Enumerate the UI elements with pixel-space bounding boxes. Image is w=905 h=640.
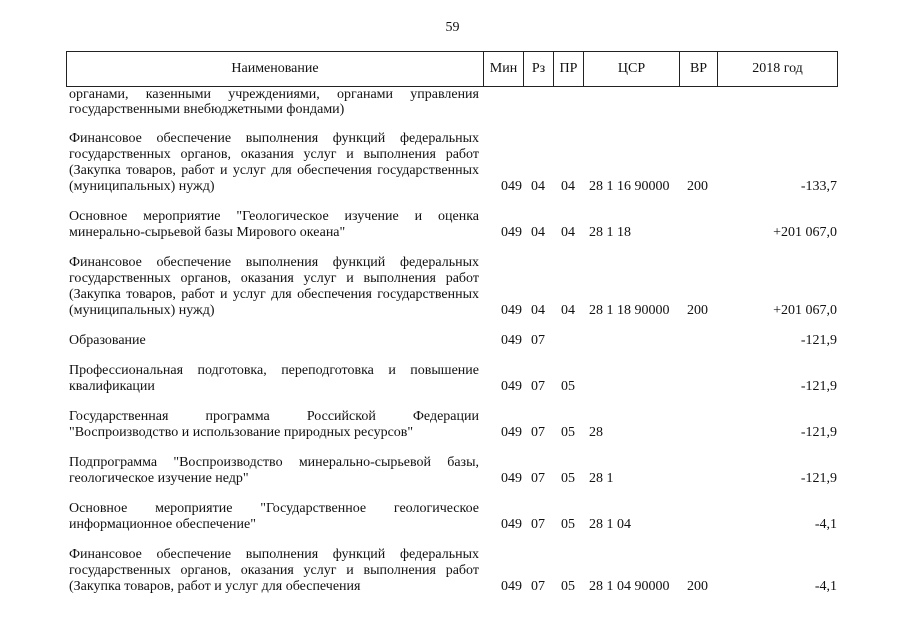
row-pr: 05: [561, 425, 575, 440]
row-rz: 07: [531, 379, 545, 394]
table-row: [66, 87, 838, 117]
header-pr: ПР: [553, 52, 583, 86]
row-min: 049: [501, 303, 522, 318]
row-pr: 05: [561, 579, 575, 594]
row-value: -121,9: [800, 471, 837, 486]
page-number: 59: [445, 20, 460, 35]
row-min: 049: [501, 225, 522, 240]
row-value: +201 067,0: [773, 225, 837, 240]
header-name: Наименование: [231, 61, 319, 76]
row-csr: 28: [589, 425, 603, 440]
row-name: Финансовое обеспечение выполнения функций федеральных государственных органов, оказания услуг и выполнения работ (Закупка товаров, работ и услуг для обеспечения: [69, 547, 479, 594]
header-rz: Рз: [523, 52, 553, 86]
row-csr: 28 1 04 90000: [589, 579, 670, 594]
header-vr: ВР: [679, 52, 717, 86]
row-pr: 04: [561, 225, 575, 240]
row-name: органами, казенными учреждениями, органами управления государственными внебюджетными фондами): [69, 87, 479, 117]
table-row: [66, 255, 838, 319]
table-row: [66, 455, 838, 487]
row-csr: 28 1: [589, 471, 614, 486]
row-pr: 05: [561, 517, 575, 532]
row-name: Профессиональная подготовка, переподготовка и повышение квалификации: [69, 363, 479, 394]
row-rz: 07: [531, 333, 545, 348]
table-header: [66, 51, 838, 87]
table-body: [66, 87, 838, 609]
table-row: [66, 547, 838, 595]
row-rz: 07: [531, 471, 545, 486]
row-rz: 04: [531, 179, 545, 194]
table-row: [66, 409, 838, 441]
table-row: [66, 501, 838, 533]
header-min: Мин: [483, 52, 523, 86]
row-name: Образование: [69, 333, 146, 348]
row-value: -121,9: [800, 379, 837, 394]
row-pr: 04: [561, 303, 575, 318]
table-row: [66, 209, 838, 241]
row-vr: 200: [687, 303, 708, 318]
row-rz: 04: [531, 225, 545, 240]
table-row: [66, 363, 838, 395]
row-rz: 04: [531, 303, 545, 318]
row-value: -121,9: [800, 333, 837, 348]
row-name: Финансовое обеспечение выполнения функций федеральных государственных органов, оказания услуг и выполнения работ (Закупка товаров, работ и услуг для обеспечения государственных (муниципальных) нужд): [69, 131, 479, 194]
header-year: 2018 год: [717, 52, 837, 86]
row-value: -133,7: [800, 179, 837, 194]
table-row: [66, 333, 838, 349]
row-name: Основное мероприятие "Государственное геологическое информационное обеспечение": [69, 501, 479, 532]
row-name: Государственная программа Российской Федерации "Воспроизводство и использование природных ресурсов": [69, 409, 479, 440]
row-name: Подпрограмма "Воспроизводство минерально-сырьевой базы, геологическое изучение недр": [69, 455, 479, 486]
row-vr: 200: [687, 579, 708, 594]
row-csr: 28 1 18 90000: [589, 303, 670, 318]
row-value: -4,1: [814, 517, 837, 532]
row-csr: 28 1 04: [589, 517, 631, 532]
row-min: 049: [501, 333, 522, 348]
row-csr: 28 1 16 90000: [589, 179, 670, 194]
row-name: Основное мероприятие "Геологическое изучение и оценка минерально-сырьевой базы Мирового океана": [69, 209, 479, 240]
row-rz: 07: [531, 579, 545, 594]
row-rz: 07: [531, 517, 545, 532]
row-min: 049: [501, 471, 522, 486]
row-pr: 05: [561, 379, 575, 394]
row-rz: 07: [531, 425, 545, 440]
row-min: 049: [501, 579, 522, 594]
row-min: 049: [501, 425, 522, 440]
row-value: +201 067,0: [773, 303, 837, 318]
row-min: 049: [501, 179, 522, 194]
row-value: -4,1: [814, 579, 837, 594]
row-min: 049: [501, 517, 522, 532]
row-vr: 200: [687, 179, 708, 194]
row-pr: 04: [561, 179, 575, 194]
row-csr: 28 1 18: [589, 225, 631, 240]
row-min: 049: [501, 379, 522, 394]
table-row: [66, 131, 838, 195]
row-pr: 05: [561, 471, 575, 486]
row-name: Финансовое обеспечение выполнения функций федеральных государственных органов, оказания услуг и выполнения работ (Закупка товаров, работ и услуг для обеспечения государственных (муниципальных) нужд): [69, 255, 479, 318]
header-csr: ЦСР: [583, 52, 679, 86]
row-value: -121,9: [800, 425, 837, 440]
